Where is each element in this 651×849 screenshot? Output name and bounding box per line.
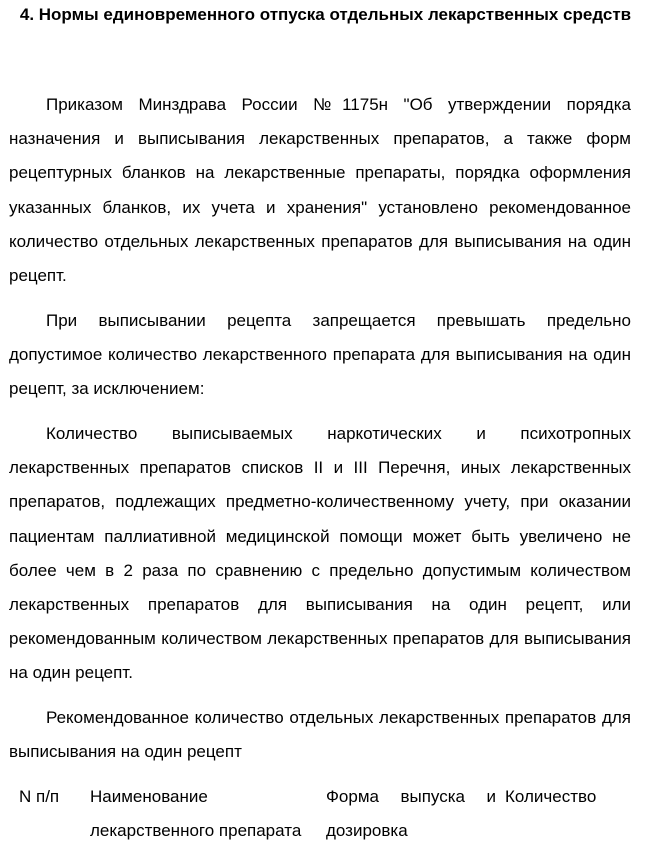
table-header-number: N п/п bbox=[19, 787, 60, 806]
table-header-name-line2: лекарственного препарата bbox=[90, 821, 302, 840]
table-header-quantity: Количество bbox=[505, 787, 597, 806]
paragraph-recommended bbox=[9, 701, 631, 769]
paragraph-text: Рекомендованное количество отдельных лекарственных препаратов для выписывания на один рецепт bbox=[9, 708, 631, 762]
paragraph-text: Количество выписываемых наркотических и психотропных лекарственных препаратов списков II и III Перечня, иных лекарственных препаратов, подлежащих предметно-количественному учету, при оказании пациентам паллиативной медицинской помощи может быть увеличено не более чем в 2 раза по сравнению с предельно допустимым количеством лекарственных препаратов для выписывания на один рецепт, или рекомендованным количеством лекарственных препаратов для выписывания на один рецепт. bbox=[9, 424, 631, 683]
table-header-name bbox=[90, 780, 315, 848]
paragraph-exception bbox=[9, 417, 631, 691]
section-heading: 4. Нормы единовременного отпуска отдельных лекарственных средств bbox=[19, 5, 632, 24]
table-header-form-line1: Форма выпуска и bbox=[326, 787, 496, 806]
table-header-name-line1: Наименование bbox=[90, 787, 208, 806]
paragraph-prohibition bbox=[9, 304, 631, 407]
paragraph-text: При выписывании рецепта запрещается превышать предельно допустимое количество лекарственного препарата для выписывания на один рецепт, за исключением: bbox=[9, 311, 631, 399]
paragraph-order bbox=[9, 88, 631, 293]
table-header-form-line2: дозировка bbox=[326, 821, 408, 840]
paragraph-text: Приказом Минздрава России №1175н "Об утверждении порядка назначения и выписывания лекарственных препаратов, а также форм рецептурных бланков на лекарственные препараты, порядка оформления указанных бланков, их учета и хранения" установлено рекомендованное количество отдельных лекарственных препаратов для выписывания на один рецепт. bbox=[9, 95, 631, 286]
table-header-form bbox=[326, 780, 496, 848]
